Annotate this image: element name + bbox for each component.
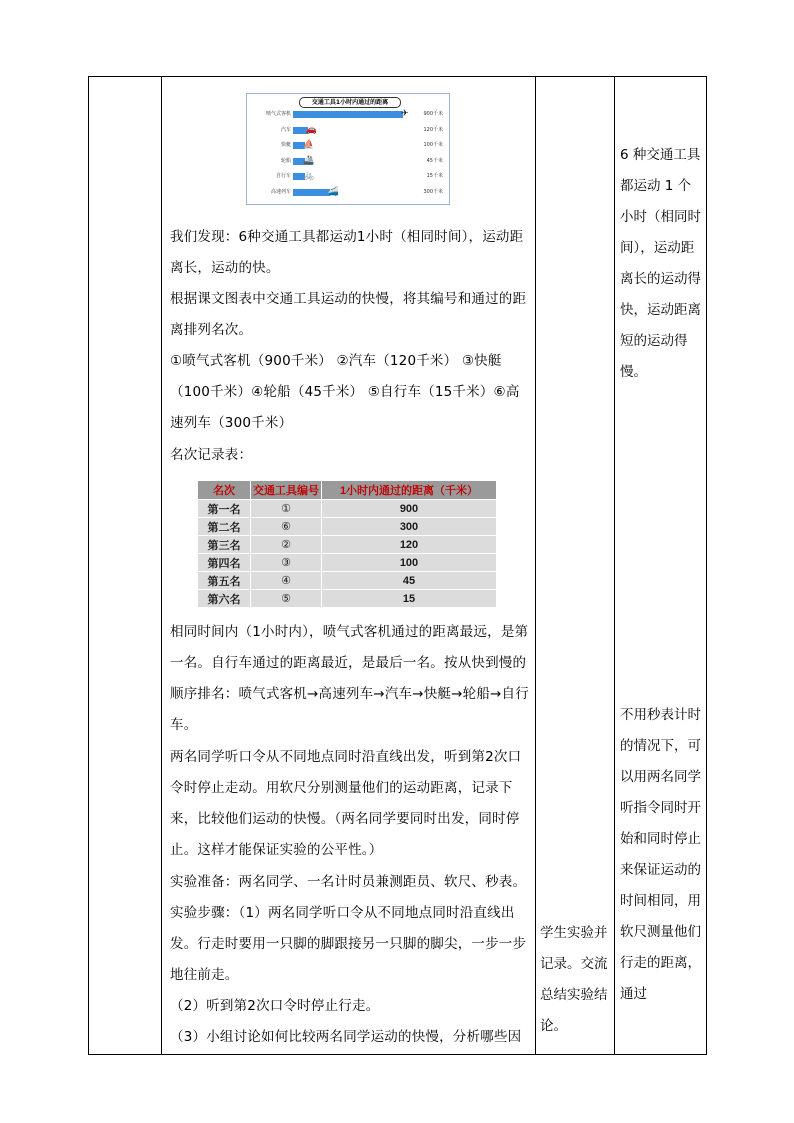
figure-row-value: 15千米 (426, 173, 443, 179)
ranking-cell-rank: 第六名 (198, 590, 251, 608)
figure-row-label: 高速列车 (270, 188, 291, 195)
figure-row-label: 喷气式客机 (265, 111, 291, 117)
speedboat-icon: ⛵ (303, 140, 315, 150)
paragraph-instruction: 根据课文图表中交通工具运动的快慢，将其编号和通过的距离排列名次。 (170, 291, 527, 338)
ranking-row (198, 500, 497, 518)
figure-row-label: 快艇 (280, 142, 291, 148)
ranking-cell-distance: 300 (322, 518, 497, 536)
figure-row-value: 300千米 (423, 188, 443, 195)
paragraph-experiment-preparation: 实验准备：两名同学、一名计时员兼测距员、软尺、秒表。 (170, 874, 527, 890)
train-icon: 🚄 (327, 186, 339, 197)
ranking-header-distance: 1小时内通过的距离（千米） (322, 481, 497, 500)
car-icon: 🚗 (305, 124, 317, 135)
figure-row-value: 900千米 (423, 111, 443, 117)
figure-bar (293, 189, 330, 196)
design-note-speed: 6 种交通工具都运动 1 个小时（相同时间），运动距 离长的运动得快，运动距离短的运动得慢。 (620, 147, 701, 380)
ship-icon: 🚢 (303, 155, 315, 166)
bicycle-icon: 🚲 (303, 171, 315, 181)
figure-row-label: 轮船 (280, 157, 291, 164)
ranking-header-rank: 名次 (198, 481, 251, 500)
airplane-icon: ✈ (401, 109, 409, 119)
ranking-row (198, 590, 497, 608)
ranking-cell-distance: 120 (322, 536, 497, 554)
figure-row (247, 155, 451, 167)
ranking-cell-rank: 第三名 (198, 536, 251, 554)
ranking-cell-vehicle-no: ② (251, 536, 322, 554)
paragraph-experiment-step-3: （3）小组讨论如何比较两名同学运动的快慢，分析哪些因 (170, 1029, 522, 1045)
figure-row-value: 45千米 (426, 157, 443, 164)
paragraph-table-caption: 名次记录表： (170, 447, 253, 463)
figure-row (247, 108, 451, 120)
figure-row-label: 自行车 (275, 173, 291, 179)
ranking-cell-rank: 第一名 (198, 500, 251, 518)
figure-row (247, 139, 451, 151)
ranking-cell-distance: 900 (322, 500, 497, 518)
paragraph-experiment-step-2: （2）听到第2次口令时停止行走。 (170, 998, 380, 1014)
paragraph-vehicle-list: ①喷气式客机（900千米） ②汽车（120千米） ③快艇（100千米）④轮船（45千米） ⑤自行车（15千米）⑥高速列车（300千米） (170, 353, 520, 431)
design-note-method: 不用秒表计时的情况下，可以用两名同学听指令同时开始和同时停止来保证运动的时间相同，用软尺测量他们行走的距离，通过 (620, 707, 701, 1002)
ranking-table (197, 480, 497, 608)
ranking-row (198, 554, 497, 572)
figure-bar (293, 111, 403, 118)
ranking-row (198, 536, 497, 554)
paragraph-discovery: 我们发现：6种交通工具都运动1小时（相同时间），运动距离长，运动的快。 (170, 229, 524, 276)
ranking-cell-distance: 45 (322, 572, 497, 590)
student-activity-note: 学生实验并记录。交流总结实验结论。 (540, 925, 608, 1034)
paragraph-experiment-step-1: 实验步骤：（1）两名同学听口令从不同地点同时沿直线出发。行走时要用一只脚的脚跟接另一只脚的脚尖，一步一步地往前走。 (170, 905, 527, 983)
ranking-cell-vehicle-no: ① (251, 500, 322, 518)
paragraph-experiment-intro: 两名同学听口令从不同地点同时沿直线出发，听到第2次口令时停止走动。用软尺分别测量他们的运动距离，记录下来，比较他们运动的快慢。（两名同学要同时出发，同时停止。这样才能保证实验的公平性。） (170, 749, 522, 858)
ranking-cell-rank: 第四名 (198, 554, 251, 572)
ranking-cell-distance: 100 (322, 554, 497, 572)
ranking-cell-distance: 15 (322, 590, 497, 608)
ranking-cell-vehicle-no: ⑥ (251, 518, 322, 536)
ranking-cell-rank: 第二名 (198, 518, 251, 536)
column-divider-3 (614, 76, 615, 1054)
figure-row-value: 120千米 (423, 126, 443, 133)
figure-row-value: 100千米 (423, 142, 443, 148)
ranking-cell-vehicle-no: ⑤ (251, 590, 322, 608)
paragraph-ranking-conclusion: 相同时间内（1小时内），喷气式客机通过的距离最远，是第一名。自行车通过的距离最近，是最后一名。按从快到慢的顺序排名：喷气式客机→高速列车→汽车→快艇→轮船→自行车。 (170, 624, 529, 733)
figure-row-label: 汽车 (280, 126, 291, 133)
figure-row (247, 124, 451, 136)
column-divider-1 (161, 76, 162, 1054)
ranking-cell-vehicle-no: ③ (251, 554, 322, 572)
ranking-row (198, 518, 497, 536)
ranking-row (198, 572, 497, 590)
ranking-cell-vehicle-no: ④ (251, 572, 322, 590)
column-divider-2 (535, 76, 536, 1054)
transport-distance-figure (246, 93, 450, 205)
figure-title: 交通工具1小时内通过的距离 (299, 97, 401, 108)
figure-row (247, 186, 451, 198)
ranking-cell-rank: 第五名 (198, 572, 251, 590)
figure-row (247, 170, 451, 182)
ranking-header-vehicle-no: 交通工具编号 (251, 481, 322, 500)
